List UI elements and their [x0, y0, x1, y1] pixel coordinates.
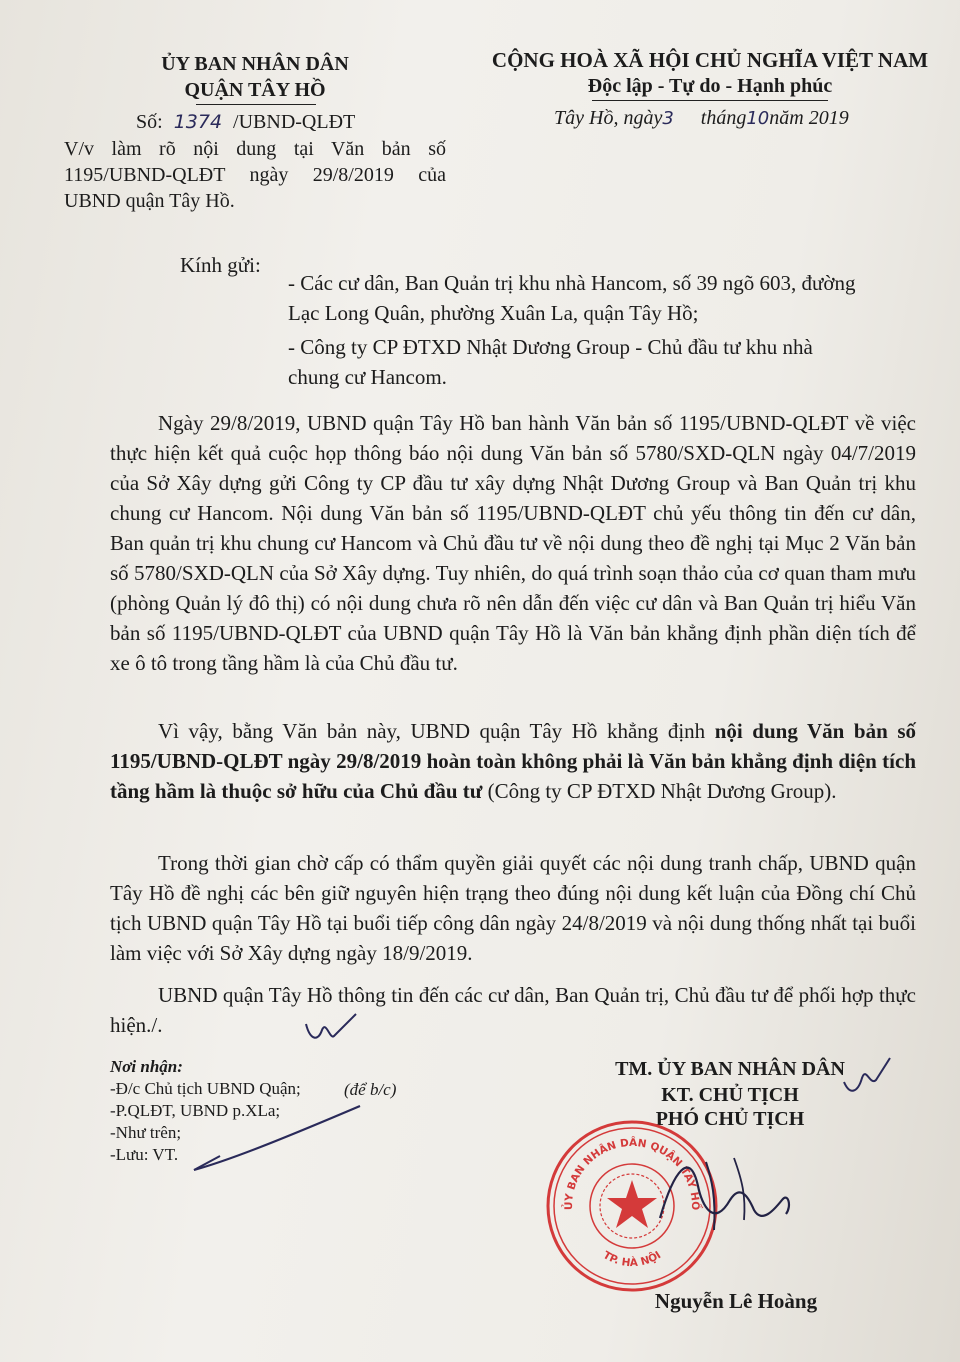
doc-number-handwritten: 1374	[173, 111, 223, 133]
initial-mark-icon	[300, 1010, 360, 1044]
country-name: CỘNG HOÀ XÃ HỘI CHỦ NGHĨA VIỆT NAM	[491, 48, 929, 72]
recipients-title: Nơi nhận:	[110, 1057, 183, 1076]
paragraph-2-end: (Công ty CP ĐTXD Nhật Dương Group).	[482, 779, 837, 803]
handwritten-signature-icon	[650, 1140, 800, 1250]
recipient-item: -P.QLĐT, UBND p.XLa;	[110, 1101, 281, 1120]
signature-line-3: PHÓ CHỦ TỊCH	[655, 1108, 805, 1130]
signer-name: Nguyễn Lê Hoàng	[654, 1289, 818, 1313]
paragraph-1: Ngày 29/8/2019, UBND quận Tây Hồ ban hành Văn bản số 1195/UBND-QLĐT về việc thực hiện kết quả cuộc họp thông báo nội dung Văn bản số 5780/SXD-QLN ngày 04/7/2019 của Sở Xây dựng gửi Công ty CP đầu tư xây dựng Nhật Dương Group và Ban Quản trị khu chung cư Hancom. Nội dung Văn bản số 1195/UBND-QLĐT chủ yếu thông tin đến cư dân, Ban quản trị khu chung cư Hancom và Chủ đầu tư về nội dung theo đề nghị tại Mục 2 Văn bản số 5780/SXD-QLN của Sở Xây dựng. Tuy nhiên, do quá trình soạn thảo của cơ quan tham mưu (phòng Quản lý đô thị) có nội dung chưa rõ nên dẫn đến việc cư dân và Ban Quản trị hiểu Văn bản số 1195/UBND-QLĐT của UBND quận Tây Hồ là Văn bản khẳng định phần diện tích để xe ô tô trong tầng hầm là của Chủ đầu tư.	[110, 411, 916, 675]
paragraph-2-start: Vì vậy, bằng Văn bản này, UBND quận Tây Hồ khẳng định	[158, 719, 715, 743]
date-prefix: Tây Hồ, ngày	[554, 107, 663, 129]
doc-number-prefix: Số:	[136, 111, 163, 133]
issuer-district: QUẬN TÂY HỒ	[184, 79, 326, 101]
issuer-name: ỦY BAN NHÂN DÂN	[161, 53, 349, 75]
motto-underline	[592, 100, 828, 101]
issuer-underline	[196, 104, 316, 105]
signature-line-2: KT. CHỦ TỊCH	[661, 1084, 799, 1106]
recipient-item: -Lưu: VT.	[110, 1145, 179, 1164]
subject: V/v làm rõ nội dung tại Văn bản số 1195/UBND-QLĐT ngày 29/8/2019 của UBND quận Tây Hồ.	[64, 138, 446, 212]
svg-text:ỦY BAN NHÂN DÂN QUẬN TÂY HỒ: ỦY BAN NHÂN DÂN QUẬN TÂY HỒ	[562, 1136, 702, 1211]
paragraph-2	[110, 716, 916, 806]
date-day: 3	[662, 108, 674, 129]
date-month-label: tháng	[700, 107, 747, 129]
svg-text:TP. HÀ NỘI: TP. HÀ NỘI	[600, 1249, 664, 1270]
pen-stroke-icon	[190, 1100, 370, 1180]
signature-line-1: TM. ỦY BAN NHÂN DÂN	[615, 1058, 845, 1080]
national-motto: Độc lập - Tự do - Hạnh phúc	[587, 75, 833, 97]
recipient-item: -Đ/c Chủ tịch UBND Quận;	[110, 1079, 301, 1098]
addressee-item-1-line-1: - Các cư dân, Ban Quản trị khu nhà Hancom, số 39 ngõ 603, đường	[288, 271, 856, 295]
recipient-note: (để b/c)	[344, 1080, 397, 1099]
date-month: 10	[746, 108, 770, 129]
paragraph-4: UBND quận Tây Hồ thông tin đến các cư dân, Ban Quản trị, Chủ đầu tư để phối hợp thực hiện./.	[110, 983, 916, 1037]
doc-number	[136, 108, 355, 136]
paragraph-2-emphasis: nội dung Văn bản số 1195/UBND-QLĐT ngày 29/8/2019 hoàn toàn không phải là Văn bản khẳng định diện tích tầng hầm là thuộc sở hữu của Chủ đầu tư	[110, 719, 916, 803]
addressee-label: Kính gửi:	[180, 253, 261, 277]
addressee-item-1-line-2: Lạc Long Quân, phường Xuân La, quận Tây Hồ;	[288, 301, 699, 325]
paragraph-3: Trong thời gian chờ cấp có thẩm quyền giải quyết các nội dung tranh chấp, UBND quận Tây Hồ đề nghị các bên giữ nguyên hiện trạng theo đúng nội dung kết luận của Đồng chí Chủ tịch UBND quận Tây Hồ tại buổi tiếp công dân ngày 24/8/2019 và nội dung thống nhất tại buổi làm việc với Sở Xây dựng ngày 18/9/2019.	[110, 851, 916, 965]
signature-initial-icon	[836, 1052, 896, 1102]
addressee-item-2-line-1: - Công ty CP ĐTXD Nhật Dương Group - Chủ đầu tư khu nhà	[288, 335, 813, 359]
recipient-item: -Như trên;	[110, 1123, 182, 1142]
issue-date	[554, 104, 849, 133]
date-year: năm 2019	[769, 107, 849, 129]
addressee-item-2-line-2: chung cư Hancom.	[288, 365, 447, 389]
doc-number-suffix: /UBND-QLĐT	[233, 111, 356, 133]
